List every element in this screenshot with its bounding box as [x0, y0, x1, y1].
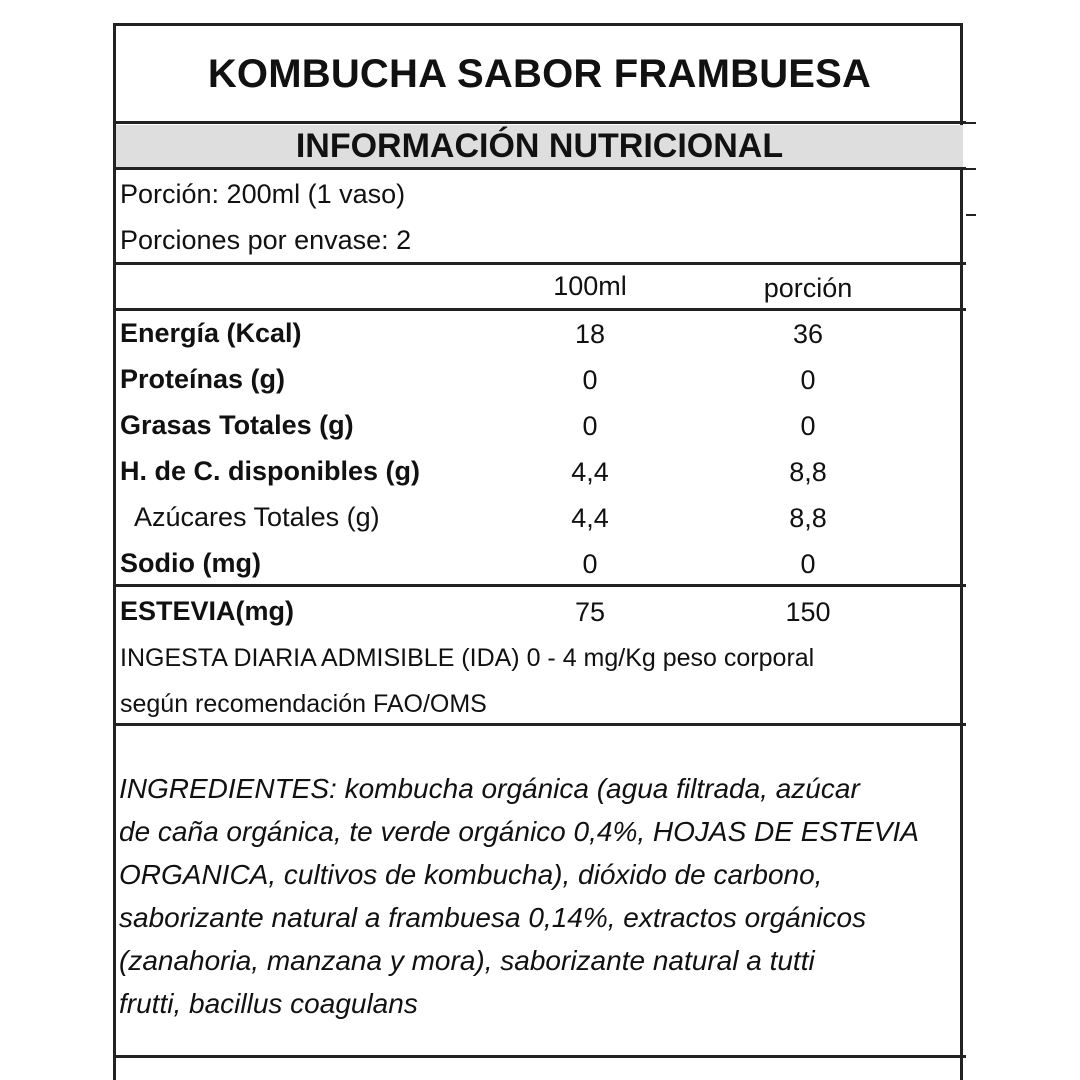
product-title: KOMBUCHA SABOR FRAMBUESA — [207, 51, 872, 96]
nutrient-label-protein: Proteínas (g) — [120, 364, 286, 394]
nutrient-value-portion: 0 — [800, 411, 816, 441]
nutrient-value-100ml: 0 — [582, 411, 598, 441]
divider — [113, 584, 966, 587]
nutrient-value-portion: 8,8 — [789, 503, 827, 533]
nutrient-label-carbs: H. de C. disponibles (g) — [120, 456, 421, 486]
nutrient-value-100ml: 4,4 — [571, 457, 609, 487]
ingredients-text: INGREDIENTES: kombucha orgánica (agua filtrada, azúcar de caña orgánica, te verde orgánico 0,4%, HOJAS DE ESTEVIA ORGANICA, cultivos de kombucha), dióxido de carbono, saborizante natural a frambuesa 0,14%, extractos orgánicos (zanahoria, manzana y mora), saborizante natural a tutti frutti, bacillus coagulans — [119, 773, 919, 1019]
divider — [113, 723, 966, 726]
nutrition-info-heading: INFORMACIÓN NUTRICIONAL — [116, 125, 963, 167]
divider — [113, 308, 966, 311]
stevia-value-portion: 150 — [785, 597, 831, 627]
divider — [113, 167, 966, 170]
stevia-value-100ml: 75 — [574, 597, 606, 627]
nutrient-label-energy: Energía (Kcal) — [120, 318, 302, 348]
nutrient-label-sugars: Azúcares Totales (g) — [134, 502, 380, 532]
column-header-portion: porción — [763, 273, 853, 303]
stevia-label: ESTEVIA(mg) — [120, 596, 295, 626]
edge-tick — [966, 214, 976, 216]
nutrient-label-fat: Grasas Totales (g) — [120, 410, 354, 440]
column-header-100ml: 100ml — [553, 271, 627, 301]
divider — [113, 1055, 966, 1058]
portion-size: Porción: 200ml (1 vaso) — [120, 179, 406, 209]
ida-note-line1: INGESTA DIARIA ADMISIBLE (IDA) 0 - 4 mg/Kg peso corporal — [120, 644, 815, 672]
divider — [113, 121, 966, 124]
nutrient-value-100ml: 0 — [582, 549, 598, 579]
portions-per-package: Porciones por envase: 2 — [120, 225, 412, 255]
nutrient-value-portion: 8,8 — [789, 457, 827, 487]
nutrient-value-portion: 0 — [800, 549, 816, 579]
nutrient-value-100ml: 0 — [582, 365, 598, 395]
nutrient-value-portion: 0 — [800, 365, 816, 395]
divider — [113, 262, 966, 265]
edge-tick — [966, 122, 976, 124]
nutrient-label-sodium: Sodio (mg) — [120, 548, 261, 578]
nutrient-value-100ml: 4,4 — [571, 503, 609, 533]
nutrient-value-100ml: 18 — [574, 319, 606, 349]
nutrient-value-portion: 36 — [792, 319, 824, 349]
ida-note-line2: según recomendación FAO/OMS — [120, 690, 487, 718]
edge-tick — [966, 168, 976, 170]
